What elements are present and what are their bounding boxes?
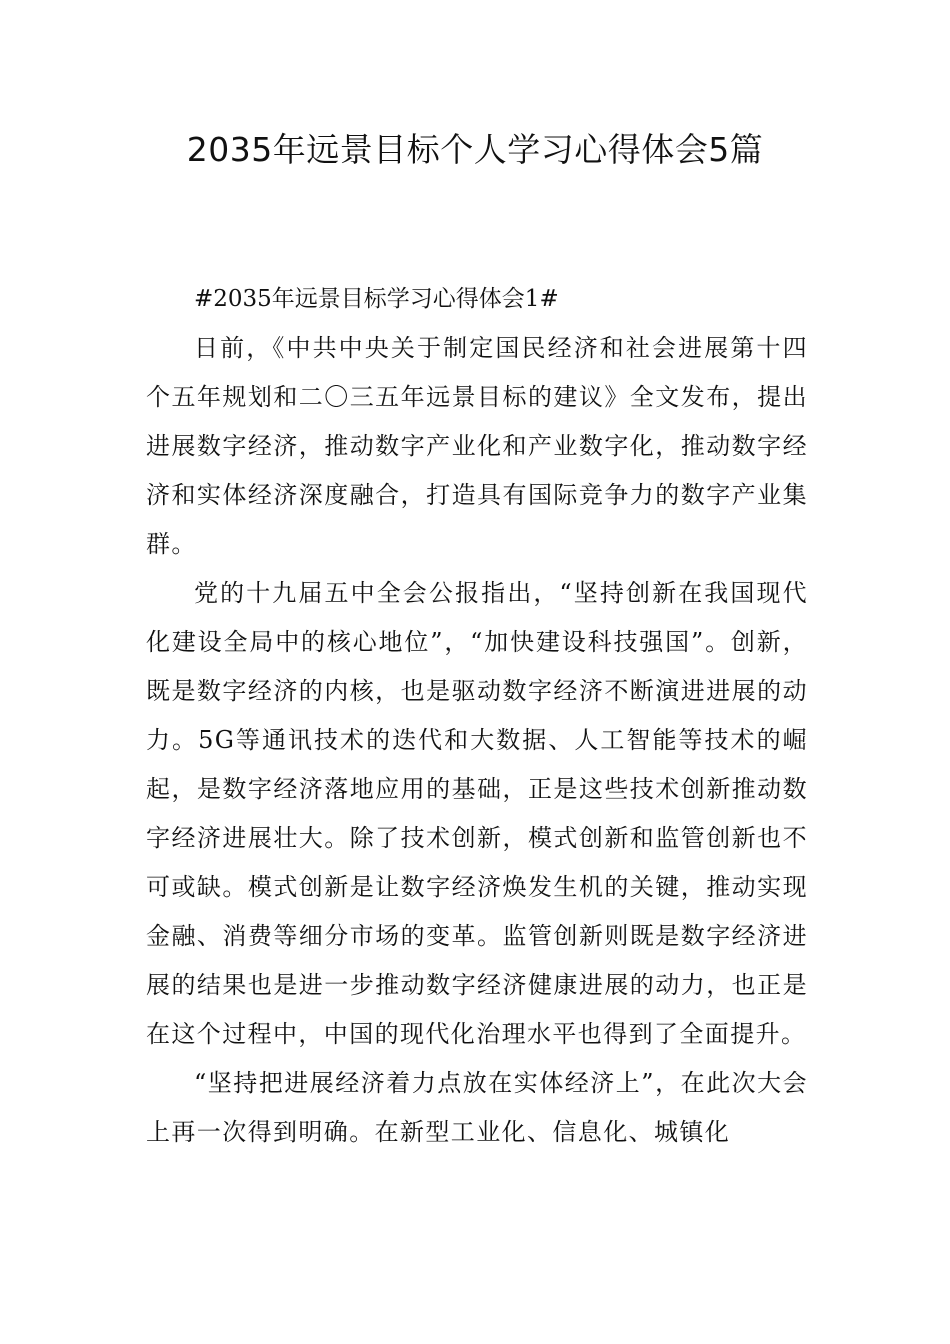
document-title: 2035年远景目标个人学习心得体会5篇	[186, 130, 764, 169]
document-body	[146, 275, 808, 1157]
paragraph-2: 党的十九届五中全会公报指出，“坚持创新在我国现代化建设全局中的核心地位”，“加快建设科技强国”。创新，既是数字经济的内核，也是驱动数字经济不断演进进展的动力。5G等通讯技术的迭代和大数据、人工智能等技术的崛起，是数字经济落地应用的基础，正是这些技术创新推动数字经济进展壮大。除了技术创新，模式创新和监管创新也不可或缺。模式创新是让数字经济焕发生机的关键，推动实现金融、消费等细分市场的变革。监管创新则既是数字经济进展的结果也是进一步推动数字经济健康进展的动力，也正是在这个过程中，中国的现代化治理水平也得到了全面提升。	[146, 579, 808, 1048]
paragraph-3: “坚持把进展经济着力点放在实体经济上”，在此次大会上再一次得到明确。在新型工业化、信息化、城镇化	[146, 1069, 808, 1146]
paragraph-1: 日前，《中共中央关于制定国民经济和社会进展第十四个五年规划和二〇三五年远景目标的建议》全文发布，提出进展数字经济，推动数字产业化和产业数字化，推动数字经济和实体经济深度融合，打造具有国际竞争力的数字产业集群。	[146, 334, 808, 558]
section-heading: #2035年远景目标学习心得体会1#	[194, 286, 559, 312]
